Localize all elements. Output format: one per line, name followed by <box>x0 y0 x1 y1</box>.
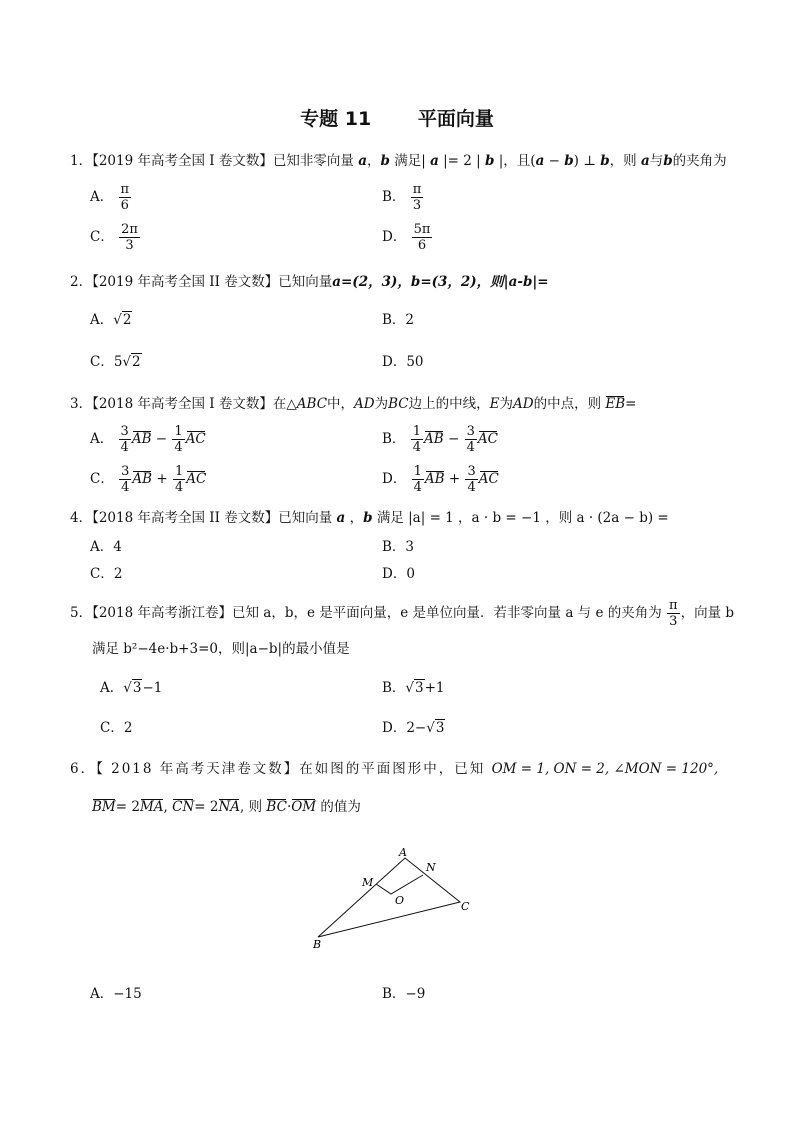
q3-option-b[interactable]: B． $\frac{1}{4}$ AB − $\frac{3}{4}$ AC <box>382 424 498 455</box>
q5-option-a[interactable]: A．√3−1 <box>100 680 163 696</box>
question-3-stem: 3．【2018 年高考全国 I 卷文数】在△ABC中，AD为BC边上的中线，E为AD的中点，则 EB= <box>70 396 637 412</box>
question-6-stem-line-1: 6．【 2018 年高考天津卷文数】在如图的平面图形中，已知 OM = 1, ON = 2, ∠MON = 120°, <box>70 761 719 777</box>
title-prefix: 专题 11 <box>300 108 372 130</box>
label-c: C <box>461 900 470 913</box>
q4-option-a[interactable]: A．4 <box>90 539 122 555</box>
q5-option-b[interactable]: B．√3+1 <box>382 680 445 696</box>
page-title <box>0 104 794 131</box>
question-1-stem: 1．【2019 年高考全国 I 卷文数】已知非零向量 a，b 满足| a |= 2 | b |，且(a − b) ⊥ b，则 a与b的夹角为 <box>70 153 727 169</box>
label-a: A <box>399 846 407 859</box>
q4-option-b[interactable]: B．3 <box>382 539 415 555</box>
q6-option-a[interactable]: A．−15 <box>90 986 142 1002</box>
geometry-figure <box>300 842 490 952</box>
question-5-stem-line-2: 满足 b²−4e·b+3=0，则|a−b|的最小值是 <box>92 641 350 657</box>
q2-option-b[interactable]: B．2 <box>382 312 415 328</box>
q4-option-c[interactable]: C．2 <box>90 566 123 582</box>
q5-option-c[interactable]: C．2 <box>100 720 133 736</box>
q6-option-b[interactable]: B．−9 <box>382 986 426 1002</box>
label-o: O <box>395 894 405 907</box>
q3-option-c[interactable]: C． $\frac{3}{4}$ AB + $\frac{1}{4}$ AC <box>90 464 207 495</box>
q2-option-d[interactable]: D．50 <box>382 354 424 370</box>
question-6-stem-line-2: BM= 2MA, CN= 2NA, 则 BC·OM 的值为 <box>92 799 361 815</box>
q1-option-a[interactable]: A． $\frac{\pi}{6}$ <box>90 182 130 213</box>
question-2-stem: 2．【2019 年高考全国 II 卷文数】已知向量a=(2，3)，b=(3，2)，则|a-b|= <box>70 274 549 290</box>
q4-option-d[interactable]: D．0 <box>382 566 415 582</box>
q2-option-c[interactable]: C．5√2 <box>90 354 141 370</box>
q1-option-b[interactable]: B． $\frac{\pi}{3}$ <box>382 182 422 213</box>
q1-option-d[interactable]: D． $\frac{5\pi}{6}$ <box>382 222 431 253</box>
question-5-stem-line-1: 5．【2018 年高考浙江卷】已知 a，b，e 是平面向量，e 是单位向量．若非零向量 a 与 e 的夹角为 $\frac{\pi}{3}$ ，向量 b <box>70 598 735 629</box>
question-4-stem: 4．【2018 年高考全国 II 卷文数】已知向量 a ，b 满足 |a| = 1 ，a · b = −1 ，则 a · (2a − b) = <box>70 510 669 526</box>
label-b: B <box>313 938 322 951</box>
label-n: N <box>426 861 436 874</box>
title-main: 平面向量 <box>417 108 494 130</box>
label-m: M <box>362 876 374 889</box>
q5-option-d[interactable]: D．2−√3 <box>382 720 445 736</box>
q3-option-d[interactable]: D． $\frac{1}{4}$ AB + $\frac{3}{4}$ AC <box>382 464 499 495</box>
q3-option-a[interactable]: A． $\frac{3}{4}$ AB − $\frac{1}{4}$ AC <box>90 424 206 455</box>
q2-option-a[interactable]: A．√2 <box>90 312 132 328</box>
q1-option-c[interactable]: C． $\frac{2\pi}{3}$ <box>90 222 138 253</box>
triangle-abc <box>318 858 460 937</box>
